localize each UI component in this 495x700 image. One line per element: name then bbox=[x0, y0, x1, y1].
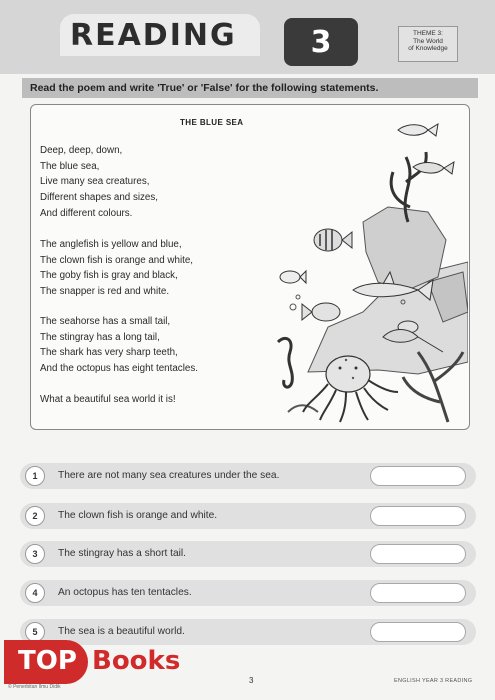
poem-line: The shark has very sharp teeth, bbox=[40, 347, 178, 359]
statement-number: 1 bbox=[25, 466, 45, 486]
logo-top-text: TOP bbox=[18, 646, 77, 676]
footer-book-title: ENGLISH YEAR 3 READING bbox=[394, 678, 473, 684]
theme-line: of Knowledge bbox=[408, 45, 448, 52]
statement-row-2 bbox=[20, 503, 476, 529]
topbooks-logo bbox=[4, 640, 184, 684]
poem-line: What a beautiful sea world it is! bbox=[40, 394, 176, 405]
answer-field[interactable] bbox=[370, 583, 466, 603]
page-title: READING bbox=[70, 18, 237, 53]
poem-line: The blue sea, bbox=[40, 160, 100, 172]
statement-number: 5 bbox=[25, 622, 45, 642]
poem-stanza-4 bbox=[40, 392, 176, 408]
unit-number-badge: 3 bbox=[284, 18, 358, 66]
poem-line: The clown fish is orange and white, bbox=[40, 254, 194, 266]
statement-text: The clown fish is orange and white. bbox=[58, 510, 218, 521]
theme-label bbox=[398, 26, 458, 62]
statement-number: 3 bbox=[25, 544, 45, 564]
statement-row-3 bbox=[20, 541, 476, 567]
theme-line: THEME 3: bbox=[413, 30, 443, 37]
poem-stanza-3 bbox=[40, 314, 198, 377]
instruction-bar: Read the poem and write 'True' or 'False' for the following statements. bbox=[22, 78, 478, 98]
statement-number: 2 bbox=[25, 506, 45, 526]
poem-line: The seahorse has a small tail, bbox=[40, 316, 171, 327]
poem-title: THE BLUE SEA bbox=[180, 118, 244, 127]
statement-number: 4 bbox=[25, 583, 45, 603]
poem-line: The goby fish is gray and black, bbox=[40, 270, 178, 282]
poem-line: The stingray has a long tail, bbox=[40, 331, 160, 343]
answer-field[interactable] bbox=[370, 622, 466, 642]
page-number: 3 bbox=[249, 676, 254, 685]
statement-text: The stingray has a short tail. bbox=[58, 548, 186, 559]
poem-stanza-2 bbox=[40, 237, 193, 300]
theme-line: The World bbox=[413, 37, 443, 45]
statement-text: The sea is a beautiful world. bbox=[58, 626, 185, 637]
poem-line: And the octopus has eight tentacles. bbox=[40, 363, 198, 375]
statement-text: There are not many sea creatures under the sea. bbox=[58, 470, 280, 481]
answer-field[interactable] bbox=[370, 544, 466, 564]
logo-books-text: Books bbox=[92, 646, 181, 676]
poem-stanza-1 bbox=[40, 143, 158, 222]
sea-illustration bbox=[268, 112, 468, 424]
poem-line: Live many sea creatures, bbox=[40, 176, 150, 188]
poem-line: Different shapes and sizes, bbox=[40, 192, 158, 204]
poem-line: And different colours. bbox=[40, 207, 133, 219]
poem-line: Deep, deep, down, bbox=[40, 145, 123, 156]
statement-row-4 bbox=[20, 580, 476, 606]
answer-field[interactable] bbox=[370, 466, 466, 486]
statement-text: An octopus has ten tentacles. bbox=[58, 587, 192, 598]
copyright-text: © Penerbitan Ilmu Didik bbox=[8, 684, 61, 690]
statement-row-1 bbox=[20, 463, 476, 489]
poem-line: The anglefish is yellow and blue, bbox=[40, 239, 182, 250]
poem-line: The snapper is red and white. bbox=[40, 286, 170, 298]
answer-field[interactable] bbox=[370, 506, 466, 526]
